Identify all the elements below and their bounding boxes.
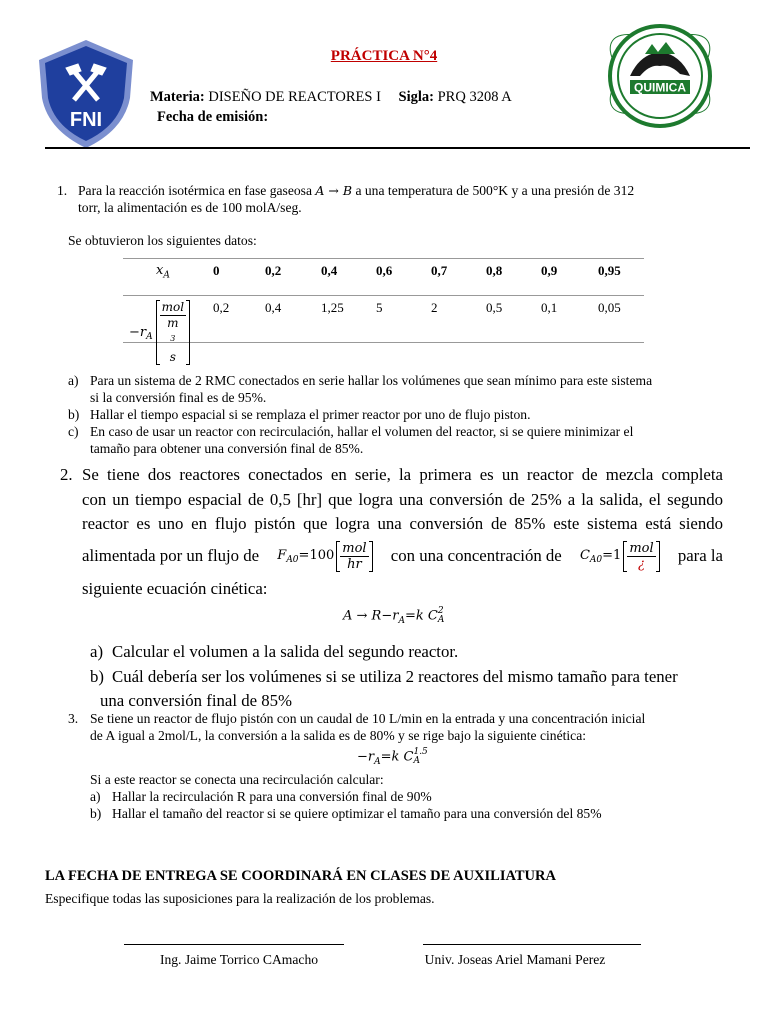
table-cell: 0,6	[376, 263, 393, 278]
signer-2-name: Univ. Joseas Ariel Mamani Perez	[424, 952, 606, 967]
problem-3-number: 3.	[68, 711, 79, 726]
assumptions-note: Especifique todas las suposiciones para la realización de los problemas.	[45, 891, 435, 906]
ra-header: −r $_A$ mol m $^3$ s	[129, 300, 190, 365]
materia-label: Materia:	[150, 89, 205, 105]
subject-line	[150, 89, 512, 106]
deadline-note: LA FECHA DE ENTREGA SE COORDINARÁ EN CLASES DE AUXILIATURA	[45, 868, 556, 884]
table-cell: 0,2	[265, 263, 282, 278]
table-cell: 0,95	[598, 263, 621, 278]
problem-1-number: 1.	[57, 183, 68, 198]
table-cell: 1,25	[321, 300, 344, 315]
problem-3-statement: 3. Se tiene un reactor de flujo pistón con un caudal de 10 L/min en la entrada y una concentración inicial de A igual a 2mol/L, la conversión a la salida es de 80% y se rige bajo la siguiente cinética:	[68, 711, 646, 743]
problem-3-items	[90, 788, 730, 822]
table-cell: 0,8	[486, 263, 503, 278]
problem-3-recirculation-intro: Si a este reactor se conecta una recirculación calcular:	[90, 772, 384, 787]
problem-1-statement: 1. Para la reacción isotérmica en fase gaseosa A → B a una temperatura de 500°K y a una presión de 312 torr, la alimentación es de 100 molA/seg.	[57, 183, 635, 215]
quimica-seal-logo	[600, 14, 720, 136]
sigla-value: PRQ 3208 A	[437, 89, 512, 105]
fni-logo-text: FNI	[69, 109, 103, 131]
table-cell: 0,7	[431, 263, 448, 278]
problem-2-items	[90, 640, 725, 714]
quimica-logo-text: QUIMICA	[634, 80, 686, 95]
list-item: a) Para un sistema de 2 RMC conectados en serie hallar los volúmenes que sean mínimo para este sistema si la conversión final es de 95%.	[68, 373, 653, 405]
table-cell: 0,4	[321, 263, 338, 278]
problem-2-kinetics: $A \to R-r_A=k$ C 2 A	[343, 606, 445, 627]
materia-value: DISEÑO DE REACTORES I	[208, 89, 381, 105]
list-item: b) Hallar el tamaño del reactor si se quiere optimizar el tamaño para una conversión del 85%	[90, 806, 602, 821]
signer-1-name: Ing. Jaime Torrico CAmacho	[159, 952, 319, 967]
practice-title: PRÁCTICA N°4	[330, 48, 438, 64]
problem-3-kinetics: $-r_A=k$ C 1.5 A	[357, 747, 428, 768]
fecha-label: Fecha de emisión:	[157, 109, 269, 125]
table-cell: 0	[213, 263, 220, 278]
table-cell: 5	[376, 300, 383, 315]
list-item: a) Hallar la recirculación R para una conversión final de 90%	[90, 789, 432, 804]
table-cell: 0,9	[541, 263, 558, 278]
xa-header: $x_A$	[156, 263, 170, 281]
reaction-equation: A → B	[315, 183, 353, 198]
signature-line-2	[423, 944, 641, 945]
problem-2-number: 2.	[60, 465, 73, 484]
table-cell: 0,1	[541, 300, 558, 315]
issue-date-line	[157, 109, 268, 126]
list-item: b) Cuál debería ser los volúmenes si se utiliza 2 reactores del mismo tamaño para tener una conversión final de 85%	[90, 666, 678, 710]
table-cell: 2	[431, 300, 438, 315]
table-cell: 0,4	[265, 300, 282, 315]
problem-1-items	[68, 372, 728, 457]
header-divider	[45, 147, 750, 149]
table-row	[123, 296, 644, 364]
concentration-expression: C $_{A0}$ =1 $\frac{\text{mol}}{¿}$	[580, 540, 660, 573]
feed-line: alimentada por un flujo de F $_{A0}$ =100 $\frac{\text{mol}}{hr}$ con una concentración de C $_{A0}$ =1 $\frac{\text{mol}}{¿}$ para la	[82, 541, 723, 572]
table-row	[123, 259, 644, 296]
list-item: b) Hallar el tiempo espacial si se remplaza el primer reactor por uno de flujo piston.	[68, 407, 531, 422]
table-cell: 0,5	[486, 300, 503, 315]
sigla-label: Sigla:	[398, 89, 434, 105]
list-item: c) En caso de usar un reactor con recirculación, hallar el volumen del reactor, si se quiere minimizar el tamaño para obtener una conversión final de 85%.	[68, 424, 634, 456]
problem-2-statement: 2. Se tiene dos reactores conectados en serie, la primera es un reactor de mezcla completa con un tiempo espacial de 0,5 [hr] que logra una conversión de 25% a la salida, el segundo reactor es uno en flujo pistón que logra una conversión de 85% este sistema está siendo alimentada por un flujo de F $_{A0}$ =100 $\frac{\text{mol}}{hr}$ con una concentración de C $_{A0}$ =1 $\frac{\text{mol}}{¿}$ para la siguiente ecuación cinética:	[60, 465, 723, 598]
signature-line-1	[124, 944, 344, 945]
feed-rate-expression: F $_{A0}$ =100 $\frac{\text{mol}}{hr}$	[277, 540, 372, 573]
data-table	[123, 258, 644, 364]
list-item: a) Calcular el volumen a la salida del segundo reactor.	[90, 642, 459, 661]
table-cell: 0,2	[213, 300, 230, 315]
table-cell: 0,05	[598, 300, 621, 315]
data-intro: Se obtuvieron los siguientes datos:	[68, 233, 257, 248]
